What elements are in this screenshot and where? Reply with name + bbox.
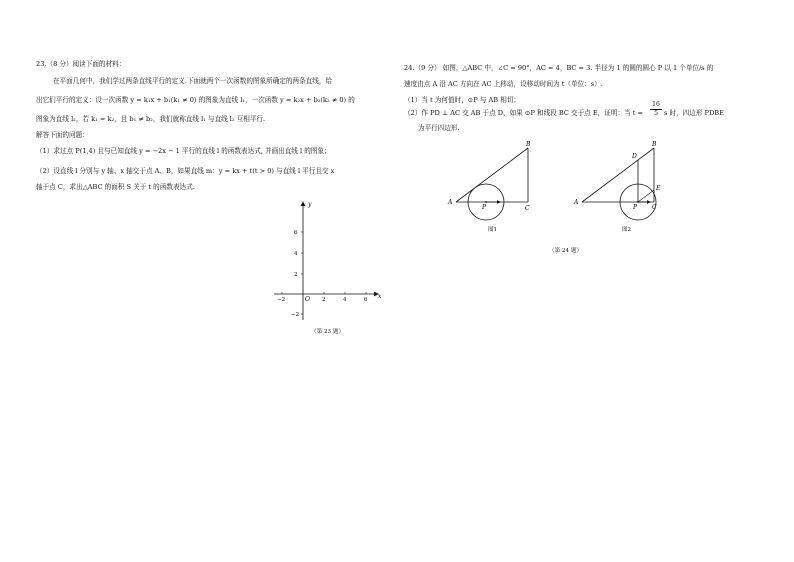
label-p: P — [482, 204, 487, 211]
q23-coordinate-graph — [270, 198, 390, 328]
q23-subquestion-2a: （2）设直线 l 分别与 y 轴、x 轴交于点 A、B，如果直线 m：y = kx + t(t > 0) 与直线 l 平行且交 x — [36, 167, 335, 175]
label-e: E — [656, 185, 661, 192]
q23-paragraph-1: 在平面几何中，我们学过两条直线平行的定义.下面就两个一次函数的图象所确定的两条直线，给 — [53, 77, 333, 85]
q24-caption: （第 24 题） — [549, 248, 583, 254]
q24-figure-1 — [446, 138, 556, 238]
label-c: C — [652, 204, 657, 211]
figure-2-caption: 图2 — [622, 227, 631, 233]
origin-label: O — [305, 296, 310, 303]
x-tick-label: −2 — [277, 297, 286, 303]
x-axis-label: x — [378, 293, 382, 300]
q23-subquestion-2b: 轴于点 C，求出△ABC 的面积 S 关于 t 的函数表达式. — [36, 183, 195, 191]
segment-pe — [638, 190, 654, 202]
label-c: C — [525, 205, 530, 212]
q23-paragraph-2: 出它们平行的定义：设一次函数 y = k₁x + b₁(k₁ ≠ 0) 的图象为直线 l₁，一次函数 y = k₂x + b₂(k₂ ≠ 0) 的 — [36, 96, 355, 104]
q24-header: 24.（9 分） 如图，△ABC 中，∠C = 90°，AC = 4，BC = 3. 半径为 1 的圆的圆心 P 以 1 个单位/s 的 — [404, 64, 714, 72]
label-b: B — [652, 141, 657, 148]
q24-subquestion-1: （1）当 t 为何值时，⊙P 与 AB 相切； — [404, 96, 521, 104]
label-p: P — [633, 204, 638, 211]
fraction-denominator: 5 — [654, 110, 658, 117]
q23-caption: （第 23 题） — [311, 329, 345, 335]
y-axis-label: y — [308, 201, 312, 208]
q23-prompt: 解答下面的问题： — [36, 131, 89, 139]
x-tick-label: 4 — [343, 297, 347, 303]
label-b: B — [526, 141, 531, 148]
q23-subquestion-1: （1）求过点 P(1,4) 且与已知直线 y = −2x − 1 平行的直线 l 的函数表达式, 并画出直线 l 的图象； — [36, 147, 331, 155]
label-d: D — [632, 153, 637, 160]
q23-paragraph-3: 图象为直线 l₂，若 k₁ = k₂，且 b₁ ≠ b₂，我们就称直线 l₁ 与直线 l₂ 互相平行. — [36, 115, 266, 123]
q24-paragraph-2: 速度由点 A 沿 AC 方向在 AC 上移动，设移动时间为 t（单位：s）. — [404, 80, 603, 88]
y-tick-label: −2 — [291, 312, 300, 318]
y-tick-label: 2 — [294, 272, 298, 278]
fraction-numerator: 16 — [650, 101, 662, 110]
y-tick-label: 4 — [294, 251, 298, 257]
q24-subquestion-2-start: （2）作 PD ⊥ AC 交 AB 于点 D，如果 ⊙P 和线段 BC 交于点 E，证明：当 t = — [404, 109, 644, 117]
x-tick-label: 6 — [364, 297, 368, 303]
q24-subquestion-2-last: 为平行四边形. — [418, 124, 460, 132]
q24-figure-2 — [570, 138, 680, 238]
q24-subquestion-2-end: s 时，四边形 PDBE — [664, 109, 724, 117]
y-tick-label: 6 — [294, 230, 298, 236]
label-a: A — [448, 199, 453, 206]
q24-fraction — [650, 101, 662, 118]
label-a: A — [574, 199, 579, 206]
q23-header: 23.（8 分）阅读下面的材料： — [36, 60, 126, 68]
x-tick-label: 2 — [322, 297, 326, 303]
figure-1-caption: 图1 — [488, 227, 497, 233]
